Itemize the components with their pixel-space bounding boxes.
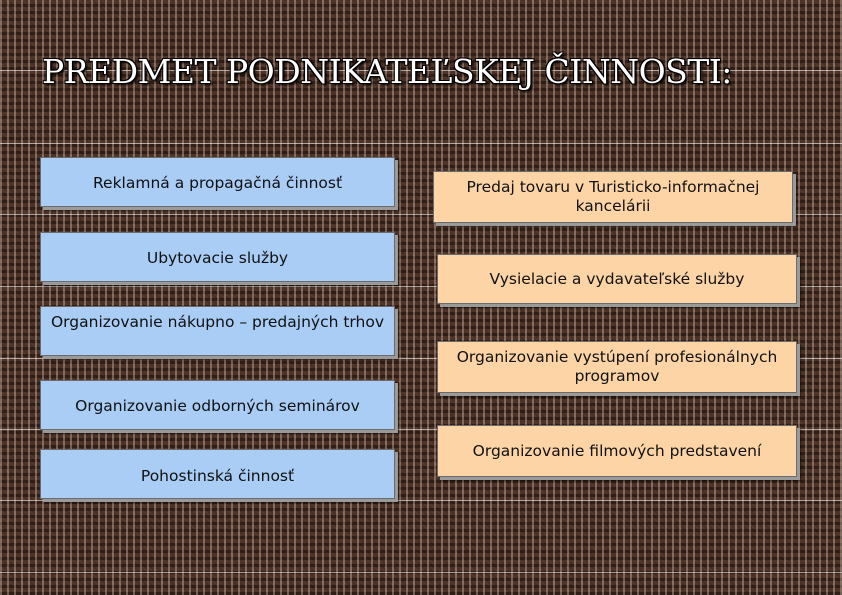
activity-label: Vysielacie a vydavateľské služby xyxy=(489,269,745,288)
activity-label: Ubytovacie služby xyxy=(146,249,289,267)
activity-label: Organizovanie odborných seminárov xyxy=(75,397,360,415)
activity-label: Organizovanie filmových predstavení xyxy=(472,441,762,460)
activity-box-seminars xyxy=(40,380,395,430)
divider-line xyxy=(0,500,842,501)
activity-box-tourist-office-sales xyxy=(433,171,793,223)
divider-line xyxy=(0,143,842,144)
page-title: PREDMET PODNIKATEĽSKEJ ČINNOSTI: xyxy=(42,52,732,91)
activity-box-advertising xyxy=(40,157,395,207)
activity-label: Reklamná a propagačná činnosť xyxy=(92,174,343,192)
activity-label: Pohostinská činnosť xyxy=(140,466,295,485)
divider-line xyxy=(0,572,842,573)
activity-label: Organizovanie vystúpení profesionálnych programov xyxy=(456,348,778,385)
activity-box-film-screenings xyxy=(437,425,797,477)
activity-box-hospitality xyxy=(40,449,395,499)
activity-box-broadcasting-publishing xyxy=(437,254,797,304)
activity-label: Organizovanie nákupno – predajných trhov xyxy=(50,313,385,331)
activity-box-markets xyxy=(40,306,395,356)
activity-box-accommodation xyxy=(40,232,395,282)
activity-label: Predaj tovaru v Turisticko-informačnej kancelárii xyxy=(466,178,760,215)
activity-box-professional-programs xyxy=(437,341,797,393)
